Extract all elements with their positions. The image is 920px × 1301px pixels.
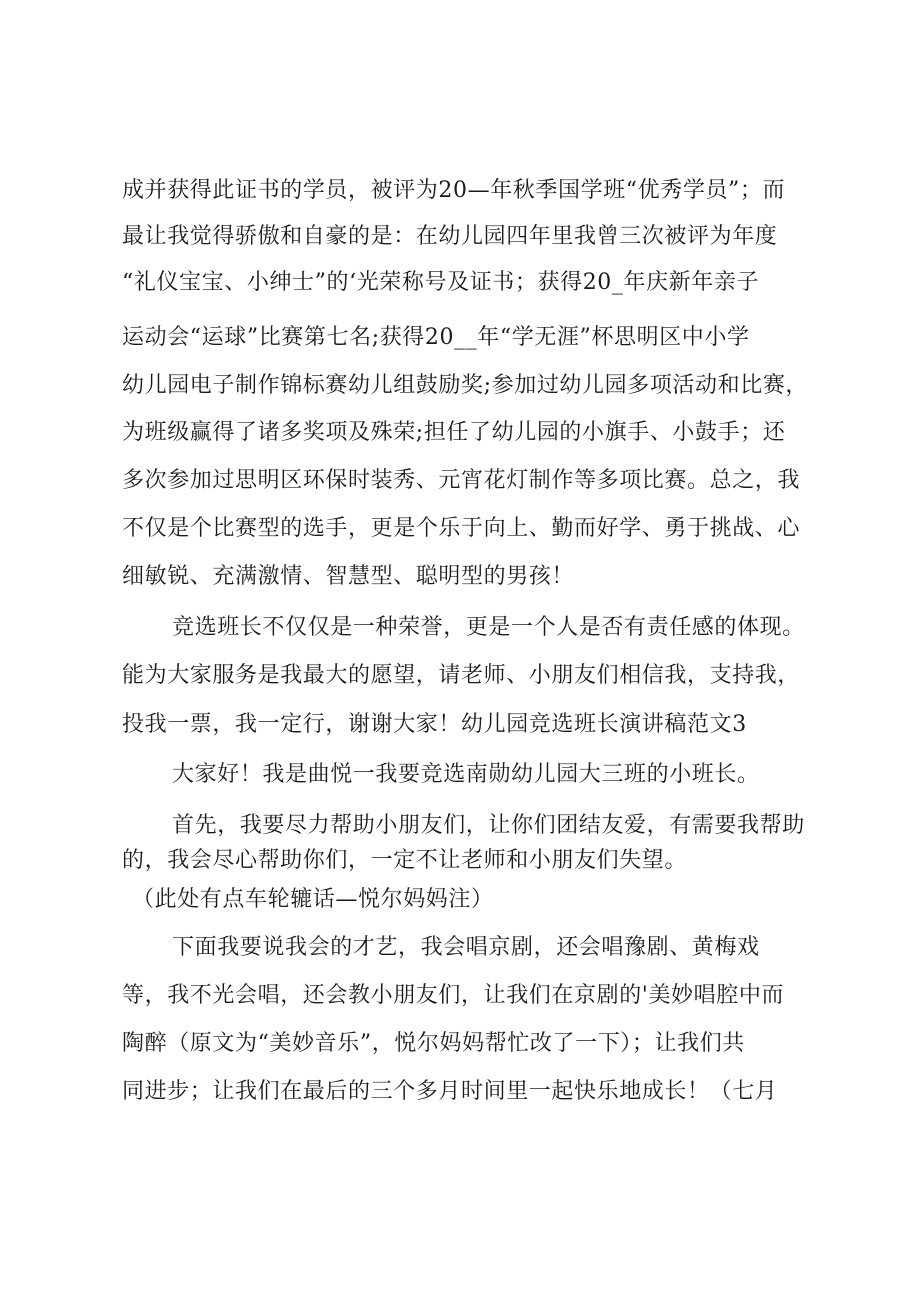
text-line: 多次参加过思明区环保时装秀、元宵花灯制作等多项比赛。总之，我	[122, 468, 801, 493]
text-line: 同进步；让我们在最后的三个多月时间里一起快乐地成长！（七月	[122, 1079, 778, 1104]
text-line: 竞选班长不仅仅是一种荣誉，更是一个人是否有责任感的体现。	[172, 615, 805, 640]
text-line: 细敏锐、充满激情、智慧型、聪明型的男孩！	[122, 564, 575, 589]
text-line: 等，我不光会唱，还会教小朋友们，让我们在京剧的'美妙唱腔中而	[122, 983, 785, 1008]
text-line: 的，我会尽心帮助你们，一定不让老师和小朋友们失望。	[122, 848, 688, 873]
text-line: （此处有点车轮辘话—悦尔妈妈注）	[132, 887, 494, 912]
text-line: 幼儿园电子制作锦标赛幼儿组鼓励奖;参加过幼儿园多项活动和比赛，	[122, 373, 809, 398]
text-line: 大家好！我是曲悦一我要竞选南勋幼儿园大三班的小班长。	[172, 762, 760, 787]
text-line: 不仅是个比赛型的选手，更是个乐于向上、勤而好学、勇于挑战、心	[122, 516, 801, 541]
text-line: 成并获得此证书的学员，被评为20—年秋季国学班“优秀学员”；而	[122, 178, 786, 203]
text-line: “礼仪宝宝、小绅士”的‘光荣称号及证书；获得20_年庆新年亲子	[122, 270, 760, 295]
text-line: 能为大家服务是我最大的愿望，请老师、小朋友们相信我，支持我，	[122, 663, 801, 688]
text-line: 为班级赢得了诸多奖项及殊荣;担任了幼儿园的小旗手、小鼓手；还	[122, 420, 786, 445]
text-line: 下面我要说我会的才艺，我会唱京剧，还会唱豫剧、黄梅戏	[172, 935, 760, 960]
text-line: 陶醉（原文为“美妙音乐”，悦尔妈妈帮忙改了一下）；让我们共	[122, 1031, 745, 1056]
text-line: 投我一票，我一定行，谢谢大家！幼儿园竞选班长演讲稿范文3	[122, 712, 747, 737]
text-line: 运动会“运球”比赛第七名;获得20__年“学无涯”杯思明区中小学	[122, 325, 750, 350]
text-line: 首先，我要尽力帮助小朋友们，让你们团结友爱，有需要我帮助	[172, 813, 805, 838]
text-line: 最让我觉得骄傲和自豪的是：在幼儿园四年里我曾三次被评为年度	[122, 224, 778, 249]
